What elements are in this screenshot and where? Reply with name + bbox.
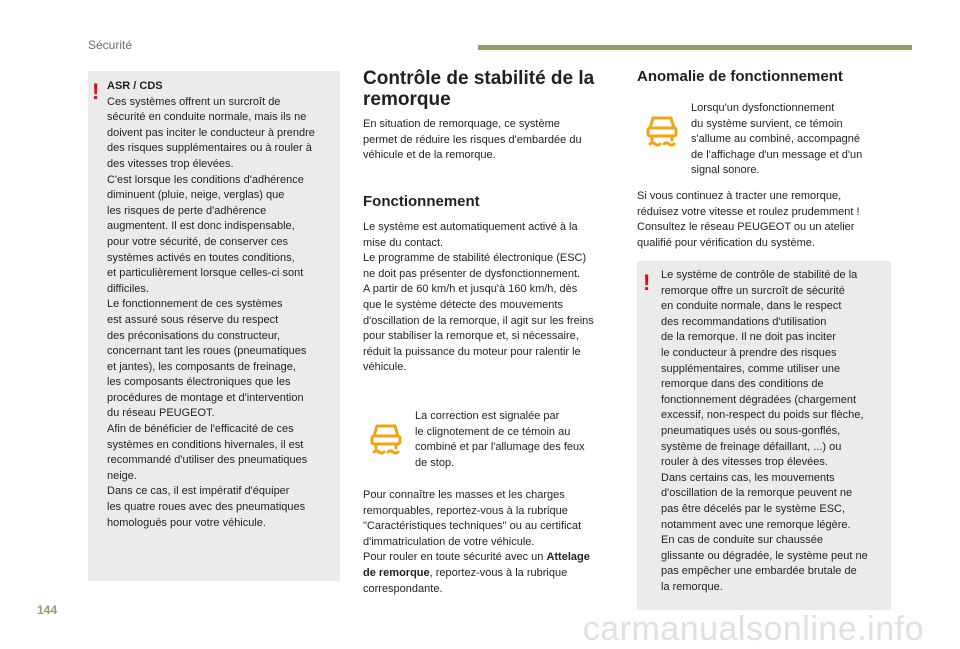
watermark: carmanualsonline.info (582, 610, 924, 648)
page-number: 144 (37, 603, 58, 617)
esc-warning-icon (642, 108, 682, 148)
warning-mark: ! (92, 79, 100, 104)
left-box-title: ASR / CDS (107, 80, 163, 92)
section-accent-bar (478, 45, 912, 50)
warning-mark: ! (643, 270, 651, 295)
section-title: Sécurité (88, 38, 133, 52)
masses-paragraph: Pour connaître les masses et les charges remorquables, reportez-vous à la rubrique "Caractéristiques techniques" ou au certificat d'immatriculation de votre véhicule. (363, 489, 582, 548)
right-warning-body: Le système de contrôle de stabilité de la remorque offre un surcroît de sécurité en conduite normale, dans le respect des recommandations d'utilisation de la remorque. Il ne doit pas inciter le conducteur à prendre des risques supplémentaires, comme utiliser une remorque dans des conditions de fonctionnement dégradées (chargement excessif, non-respect du poids sur flèche, pneumatiques usés ou sous-gonflés, système de freinage défaillant, ...) ou rouler à des vitesses trop élevées. Dans certains cas, les mouvements d'oscillation de la remorque peuvent ne pas être décelés par le système ESC, notamment avec une remorque légère. En cas de conduite sur chaussée glissante ou dégradée, le système peut ne pas empêcher une embardée brutale de la remorque. (661, 269, 868, 593)
remorque-link[interactable]: de remorque (363, 566, 430, 579)
attelage-link[interactable]: Attelage (546, 551, 590, 564)
section-heading-operation: Fonctionnement (363, 193, 480, 210)
left-box-body: Ces systèmes offrent un surcroît de sécurité en conduite normale, mais ils ne doivent pas inciter le conducteur à prendre des risques supplémentaires ou à rouler à des vitesses trop élevées. C'est lorsque les conditions d'adhérence diminuent (pluie, neige, verglas) que les risques de perte d'adhérence augmentent. Il est donc indispensable, pour votre sécurité, de conserver ces systèmes activés en toutes conditions, et particulièrement lorsque celles-ci sont difficiles. Le fonctionnement de ces systèmes est assuré sous réserve du respect des préconisations du constructeur, concernant tant les roues (pneumatiques et jantes), les composants de freinage, les composants électroniques que les procédures de montage et d'intervention du réseau PEUGEOT. Afin de bénéficier de l'efficacité de ces systèmes en conditions hivernales, il est recommandé d'utiliser des pneumatiques neige. Dans ce cas, il est impératif d'équiper les quatre roues avec des pneumatiques homologués pour votre véhicule. (107, 95, 315, 529)
esc-warning-icon (366, 416, 406, 456)
safety-paragraph (363, 550, 623, 597)
correction-paragraph: La correction est signalée par le clignotement de ce témoin au combiné et par l'allumage des feux de stop. (415, 410, 585, 469)
intro-paragraph: En situation de remorquage, ce système permet de réduire les risques d'embardée du véhicule et de la remorque. (363, 118, 582, 162)
advice-paragraph: Si vous continuez à tracter une remorque, réduisez votre vitesse et roulez prudemment ! Consultez le réseau PEUGEOT ou un atelier qualifié pour vérification du système. (637, 190, 860, 249)
operation-paragraph: Le système est automatiquement activé à la mise du contact. Le programme de stabilité électronique (ESC) ne doit pas présenter de dysfonctionnement. A partir de 60 km/h et jusqu'à 160 km/h, dès que le système détecte des mouvements d'oscillation de la remorque, il agit sur les freins pour stabiliser la remorque et, si nécessaire, réduit la puissance du moteur pour ralentir le véhicule. (363, 221, 594, 374)
page-title: Contrôle de stabilité de la remorque (363, 68, 595, 110)
malfunction-paragraph: Lorsqu'un dysfonctionnement du système survient, ce témoin s'allume au combiné, accompagné de l'affichage d'un message et d'un signal sonore. (691, 102, 863, 177)
safety-suffix: , reportez-vous à la rubrique correspondante. (363, 566, 568, 595)
safety-prefix: Pour rouler en toute sécurité avec un (363, 551, 547, 564)
section-heading-malfunction: Anomalie de fonctionnement (637, 68, 843, 85)
